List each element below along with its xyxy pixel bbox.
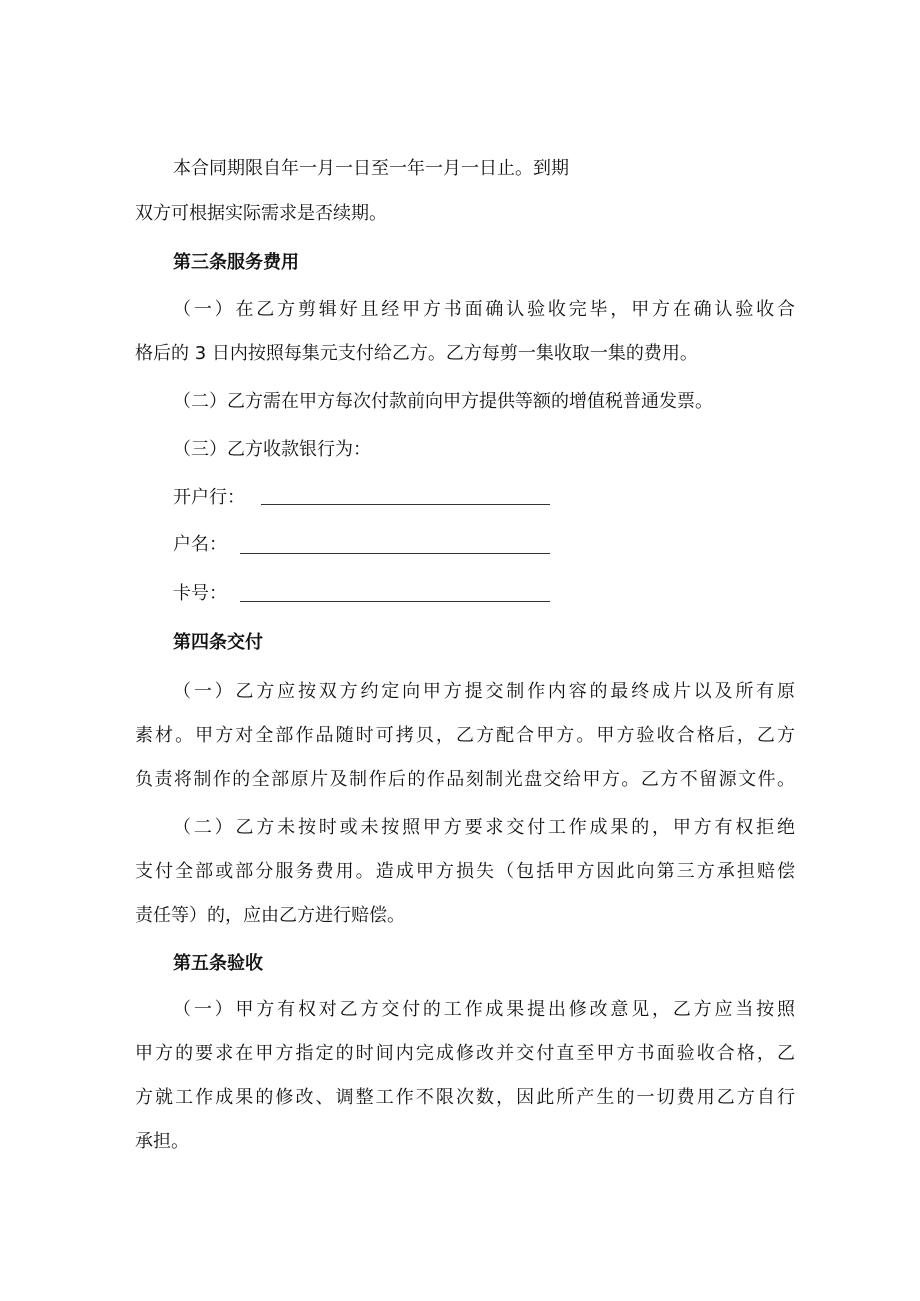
article-5-title: 第五条验收 [173, 953, 263, 974]
bank-blank-line [261, 504, 550, 505]
bank-field [173, 485, 553, 511]
term-line-1: 本合同期限自年一月一日至一年一月一日止。到期 [173, 158, 569, 179]
card-number-blank-line [240, 601, 550, 602]
article-3-p1-line-1: （一）在乙方剪辑好且经甲方书面确认验收完毕，甲方在确认验收合 [173, 299, 795, 320]
article-5-p1-line-3: 方就工作成果的修改、调整工作不限次数，因此所产生的一切费用乙方自行 [135, 1087, 795, 1108]
article-4-p2-line-1: （二）乙方未按时或未按照甲方要求交付工作成果的，甲方有权拒绝 [173, 817, 795, 838]
article-4-p1-line-3: 负责将制作的全部原片及制作后的作品刻制光盘交给甲方。乙方不留源文件。 [135, 769, 795, 790]
card-number-label: 卡号： [173, 583, 227, 604]
article-4-p2-line-3: 责任等）的，应由乙方进行赔偿。 [135, 905, 405, 926]
article-4-p1-line-2: 素材。甲方对全部作品随时可拷贝，乙方配合甲方。甲方验收合格后，乙方 [135, 725, 795, 746]
account-name-label: 户名： [173, 534, 227, 555]
article-4-title: 第四条交付 [173, 632, 263, 653]
article-3-p2: （二）乙方需在甲方每次付款前向甲方提供等额的增值税普通发票。 [173, 391, 713, 412]
article-3-p1-line-2: 格后的 3 日内按照每集元支付给乙方。乙方每剪一集收取一集的费用。 [135, 343, 698, 364]
bank-label: 开户行： [173, 487, 245, 508]
article-3-p3: （三）乙方收款银行为： [173, 439, 371, 460]
article-5-p1-line-1: （一）甲方有权对乙方交付的工作成果提出修改意见，乙方应当按照 [173, 999, 795, 1020]
term-line-2: 双方可根据实际需求是否续期。 [135, 203, 387, 224]
article-4-p1-line-1: （一）乙方应按双方约定向甲方提交制作内容的最终成片以及所有原 [173, 681, 795, 702]
article-4-p2-line-2: 支付全部或部分服务费用。造成甲方损失（包括甲方因此向第三方承担赔偿 [135, 861, 795, 882]
article-3-title: 第三条服务费用 [173, 252, 299, 273]
account-name-field [173, 532, 553, 558]
article-5-p1-line-2: 甲方的要求在甲方指定的时间内完成修改并交付直至甲方书面验收合格，乙 [135, 1043, 795, 1064]
account-name-blank-line [240, 553, 550, 554]
card-number-field [173, 581, 553, 607]
article-5-p1-line-4: 承担。 [135, 1131, 189, 1152]
